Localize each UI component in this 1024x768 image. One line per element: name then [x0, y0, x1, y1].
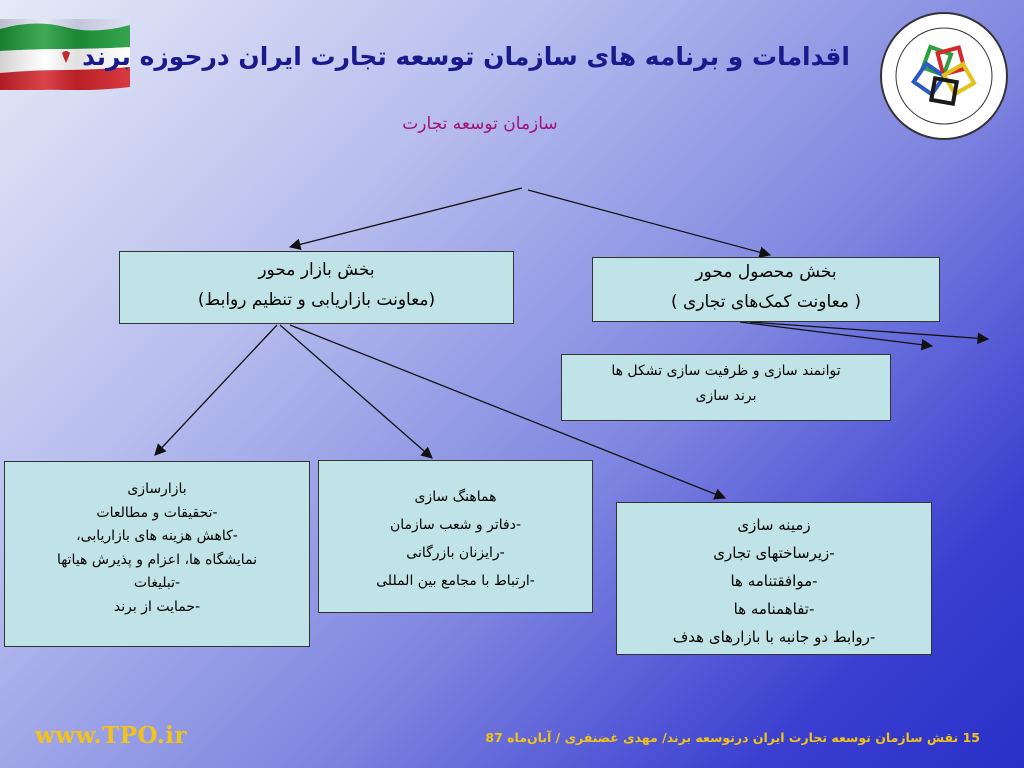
org-subtitle: سازمان توسعه تجارت [402, 114, 558, 134]
capacity-building-box [561, 354, 891, 421]
product-section-subtitle: ( معاونت کمک‌های تجاری ) [671, 292, 861, 312]
coordination-item: -دفاتر و شعب سازمان [389, 517, 521, 533]
capacity-line-2: برند سازی [695, 388, 757, 404]
website-link[interactable]: www.TPO.ir [35, 722, 188, 749]
coordination-item: -ارتباط با مجامع بین المللی [376, 573, 535, 589]
product-section-box [592, 257, 940, 322]
market-section-subtitle: (معاونت بازاریابی و تنظیم روابط) [197, 290, 436, 310]
groundwork-item: -زیرساختهای تجاری [713, 544, 835, 562]
page-number: 15 [962, 730, 980, 745]
marketing-item: نمایشگاه ها، اعزام و پذیرش هیاتها [56, 551, 258, 568]
marketing-item: -تبلیغات [133, 575, 181, 591]
footer-caption [400, 730, 980, 745]
market-section-title: بخش بازار محور [258, 260, 375, 280]
groundwork-item: -تفاهمنامه ها [733, 600, 815, 618]
coordination-item: -رایزنان بازرگانی [406, 545, 505, 561]
marketing-title: بازارسازی [127, 481, 187, 497]
marketing-item: -تحقیقات و مطالعات [96, 504, 218, 521]
tpo-star-logo-icon [878, 10, 1010, 142]
marketing-item: -کاهش هزینه های بازاریابی، [76, 528, 238, 544]
groundwork-box [616, 502, 932, 655]
marketing-item: -حمایت از برند [113, 598, 201, 615]
groundwork-item: -موافقتنامه ها [730, 572, 818, 590]
coordination-title: هماهنگ سازی [414, 489, 497, 505]
product-section-title: بخش محصول محور [695, 262, 837, 282]
coordination-box [318, 460, 593, 613]
footer-text: نقش سازمان توسعه تجارت ایران درتوسعه برند/ مهدی غضنفری / آبان‌ماه 87 [485, 730, 959, 745]
groundwork-item: -روابط دو جانبه با بازارهای هدف [672, 628, 876, 646]
capacity-line-1: توانمند سازی و ظرفیت سازی تشکل ها [611, 363, 841, 379]
groundwork-title: زمینه سازی [737, 516, 811, 534]
market-section-box [119, 251, 514, 324]
page-title: اقدامات و برنامه های سازمان توسعه تجارت ایران درحوزه برند [82, 42, 850, 71]
marketing-box [4, 461, 310, 647]
